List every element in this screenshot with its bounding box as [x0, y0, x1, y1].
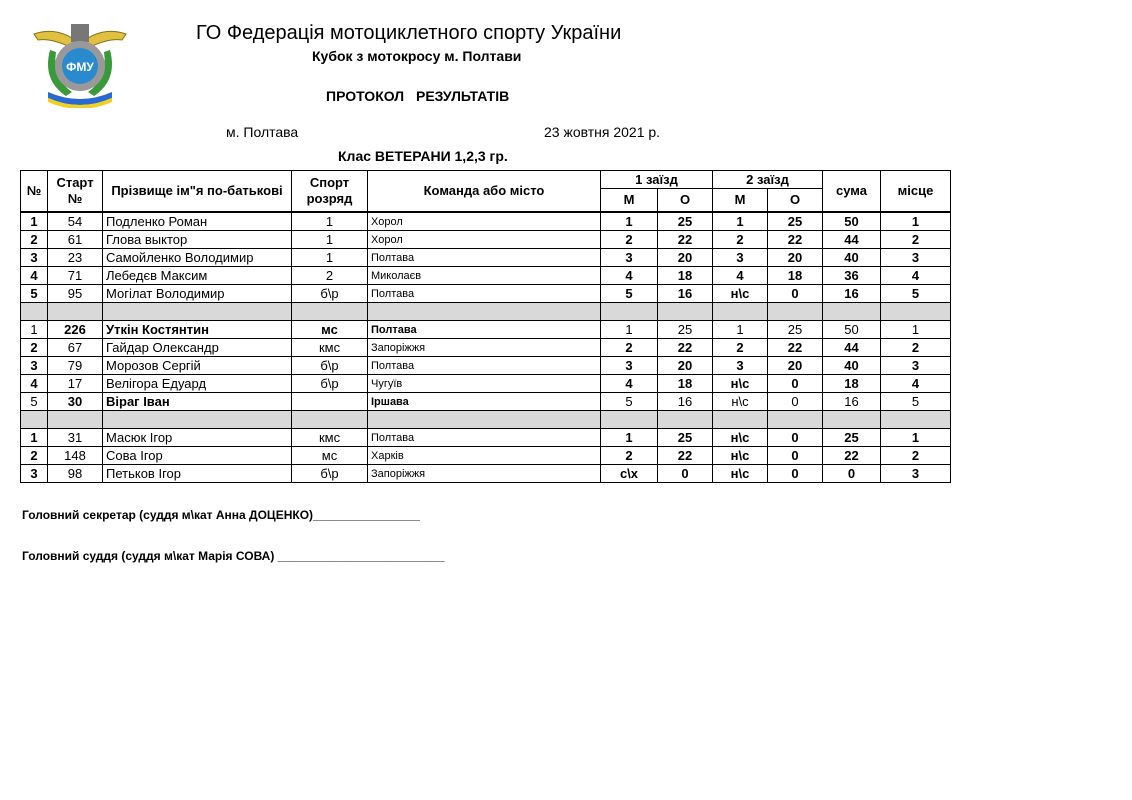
race2-points-cell: 0 [768, 447, 823, 465]
col-race2-place: М [713, 189, 768, 213]
race1-place-cell: 5 [601, 393, 658, 411]
race2-place-cell: 1 [713, 321, 768, 339]
final-place-cell: 1 [881, 321, 951, 339]
sum-cell: 50 [823, 321, 881, 339]
race1-points-cell: 22 [658, 231, 713, 249]
separator-cell [368, 411, 601, 429]
rider-name-cell: Сова Ігор [103, 447, 292, 465]
separator-cell [103, 303, 292, 321]
race2-points-cell: 0 [768, 465, 823, 483]
place-num-cell: 1 [21, 212, 48, 231]
rider-name-cell: Морозов Сергій [103, 357, 292, 375]
sport-rank-cell: мс [292, 447, 368, 465]
table-row [21, 212, 951, 231]
rider-name-cell: Віраг Іван [103, 393, 292, 411]
separator-cell [823, 411, 881, 429]
separator-cell [48, 411, 103, 429]
final-place-cell: 4 [881, 375, 951, 393]
team-cell: Запоріжжя [368, 465, 601, 483]
sum-cell: 36 [823, 267, 881, 285]
sport-rank-cell: б\р [292, 285, 368, 303]
place-num-cell: 1 [21, 321, 48, 339]
rider-name-cell: Гайдар Олександр [103, 339, 292, 357]
final-place-cell: 3 [881, 249, 951, 267]
sum-cell: 18 [823, 375, 881, 393]
separator-cell [768, 411, 823, 429]
sport-rank-cell: кмс [292, 429, 368, 447]
team-cell: Полтава [368, 357, 601, 375]
rider-name-cell: Могілат Володимир [103, 285, 292, 303]
race2-points-cell: 18 [768, 267, 823, 285]
start-num-cell: 31 [48, 429, 103, 447]
race1-points-cell: 16 [658, 285, 713, 303]
table-row [21, 393, 951, 411]
separator-cell [601, 303, 658, 321]
start-num-cell: 79 [48, 357, 103, 375]
col-race2: 2 заїзд [713, 171, 823, 189]
race1-place-cell: 4 [601, 375, 658, 393]
place-num-cell: 4 [21, 375, 48, 393]
race1-place-cell: с\х [601, 465, 658, 483]
team-cell: Хорол [368, 212, 601, 231]
col-team: Команда або місто [368, 171, 601, 213]
race1-place-cell: 3 [601, 249, 658, 267]
col-start: Старт № [48, 171, 103, 213]
table-row [21, 267, 951, 285]
separator-cell [103, 411, 292, 429]
race2-place-cell: н\с [713, 375, 768, 393]
team-cell: Миколаєв [368, 267, 601, 285]
protocol-title: ПРОТОКОЛ РЕЗУЛЬТАТІВ [326, 88, 510, 104]
team-cell: Полтава [368, 321, 601, 339]
rider-name-cell: Лебедєв Максим [103, 267, 292, 285]
sport-rank-cell: кмс [292, 339, 368, 357]
col-rank: Спорт розряд [292, 171, 368, 213]
race1-place-cell: 1 [601, 212, 658, 231]
sum-cell: 44 [823, 339, 881, 357]
race2-points-cell: 20 [768, 357, 823, 375]
sum-cell: 16 [823, 285, 881, 303]
race1-place-cell: 2 [601, 339, 658, 357]
table-row [21, 447, 951, 465]
separator-cell [292, 303, 368, 321]
judge-signature: Головний суддя (суддя м\кат Марія СОВА) _________________________ [22, 549, 445, 563]
start-num-cell: 98 [48, 465, 103, 483]
sum-cell: 16 [823, 393, 881, 411]
start-num-cell: 23 [48, 249, 103, 267]
race1-place-cell: 4 [601, 267, 658, 285]
federation-logo-icon [32, 20, 128, 108]
place-num-cell: 3 [21, 357, 48, 375]
sport-rank-cell: мс [292, 321, 368, 339]
col-name: Прізвище ім"я по-батькові [103, 171, 292, 213]
table-row [21, 231, 951, 249]
race1-place-cell: 1 [601, 321, 658, 339]
separator-cell [368, 303, 601, 321]
race1-place-cell: 1 [601, 429, 658, 447]
final-place-cell: 1 [881, 429, 951, 447]
race2-place-cell: 3 [713, 249, 768, 267]
race1-points-cell: 25 [658, 212, 713, 231]
race2-place-cell: 1 [713, 212, 768, 231]
col-race2-points: О [768, 189, 823, 213]
race2-place-cell: 2 [713, 339, 768, 357]
race2-place-cell: н\с [713, 447, 768, 465]
team-cell: Іршава [368, 393, 601, 411]
race1-place-cell: 5 [601, 285, 658, 303]
race1-points-cell: 25 [658, 321, 713, 339]
final-place-cell: 1 [881, 212, 951, 231]
place-num-cell: 4 [21, 267, 48, 285]
start-num-cell: 71 [48, 267, 103, 285]
event-date: 23 жовтня 2021 р. [544, 124, 661, 140]
col-num: № [21, 171, 48, 213]
separator-cell [292, 411, 368, 429]
cup-title: Кубок з мотокросу м. Полтави [312, 48, 522, 64]
final-place-cell: 4 [881, 267, 951, 285]
race2-place-cell: н\с [713, 465, 768, 483]
col-place: місце [881, 171, 951, 213]
col-race1-points: О [658, 189, 713, 213]
class-title: Клас ВЕТЕРАНИ 1,2,3 гр. [338, 148, 508, 164]
table-row [21, 465, 951, 483]
separator-cell [658, 411, 713, 429]
race2-points-cell: 0 [768, 285, 823, 303]
rider-name-cell: Самойленко Володимир [103, 249, 292, 267]
sum-cell: 50 [823, 212, 881, 231]
race1-points-cell: 22 [658, 339, 713, 357]
race2-points-cell: 22 [768, 231, 823, 249]
final-place-cell: 2 [881, 447, 951, 465]
race2-place-cell: н\с [713, 285, 768, 303]
start-num-cell: 67 [48, 339, 103, 357]
final-place-cell: 3 [881, 357, 951, 375]
separator-cell [601, 411, 658, 429]
race2-points-cell: 0 [768, 375, 823, 393]
race1-points-cell: 16 [658, 393, 713, 411]
team-cell: Чугуїв [368, 375, 601, 393]
table-row [21, 339, 951, 357]
secretary-signature: Головний секретар (суддя м\кат Анна ДОЦЕНКО)________________ [22, 508, 420, 522]
sport-rank-cell: 1 [292, 212, 368, 231]
race2-place-cell: 4 [713, 267, 768, 285]
sport-rank-cell: б\р [292, 375, 368, 393]
table-row [21, 429, 951, 447]
place-num-cell: 2 [21, 339, 48, 357]
rider-name-cell: Велігора Едуард [103, 375, 292, 393]
separator-cell [48, 303, 103, 321]
sport-rank-cell [292, 393, 368, 411]
col-sum: сума [823, 171, 881, 213]
final-place-cell: 3 [881, 465, 951, 483]
sum-cell: 0 [823, 465, 881, 483]
team-cell: Полтава [368, 249, 601, 267]
final-place-cell: 2 [881, 339, 951, 357]
race1-points-cell: 0 [658, 465, 713, 483]
race1-points-cell: 20 [658, 357, 713, 375]
sport-rank-cell: 1 [292, 249, 368, 267]
separator-cell [713, 303, 768, 321]
team-cell: Хорол [368, 231, 601, 249]
sum-cell: 44 [823, 231, 881, 249]
separator-row [21, 303, 951, 321]
start-num-cell: 30 [48, 393, 103, 411]
race1-points-cell: 18 [658, 267, 713, 285]
col-race1: 1 заїзд [601, 171, 713, 189]
place-num-cell: 2 [21, 231, 48, 249]
svg-text:ФМУ: ФМУ [66, 60, 94, 74]
race2-place-cell: н\с [713, 429, 768, 447]
table-row [21, 285, 951, 303]
separator-cell [658, 303, 713, 321]
place-num-cell: 5 [21, 285, 48, 303]
event-city: м. Полтава [226, 124, 299, 140]
race1-points-cell: 25 [658, 429, 713, 447]
place-num-cell: 3 [21, 249, 48, 267]
sport-rank-cell: 2 [292, 267, 368, 285]
rider-name-cell: Глова выктор [103, 231, 292, 249]
final-place-cell: 5 [881, 285, 951, 303]
start-num-cell: 226 [48, 321, 103, 339]
race2-points-cell: 0 [768, 429, 823, 447]
rider-name-cell: Масюк Ігор [103, 429, 292, 447]
race2-points-cell: 22 [768, 339, 823, 357]
separator-cell [881, 303, 951, 321]
start-num-cell: 95 [48, 285, 103, 303]
federation-title: ГО Федерація мотоциклетного спорту України [196, 22, 622, 44]
race1-place-cell: 2 [601, 231, 658, 249]
place-num-cell: 3 [21, 465, 48, 483]
race1-place-cell: 3 [601, 357, 658, 375]
team-cell: Полтава [368, 285, 601, 303]
separator-cell [21, 303, 48, 321]
race1-points-cell: 20 [658, 249, 713, 267]
separator-row [21, 411, 951, 429]
rider-name-cell: Подленко Роман [103, 212, 292, 231]
table-row [21, 321, 951, 339]
race2-points-cell: 25 [768, 212, 823, 231]
race2-place-cell: н\с [713, 393, 768, 411]
sum-cell: 40 [823, 357, 881, 375]
team-cell: Запоріжжя [368, 339, 601, 357]
team-cell: Полтава [368, 429, 601, 447]
table-row [21, 375, 951, 393]
sum-cell: 22 [823, 447, 881, 465]
start-num-cell: 54 [48, 212, 103, 231]
place-num-cell: 1 [21, 429, 48, 447]
sport-rank-cell: б\р [292, 465, 368, 483]
race2-points-cell: 0 [768, 393, 823, 411]
rider-name-cell: Петьков Ігор [103, 465, 292, 483]
start-num-cell: 148 [48, 447, 103, 465]
race1-place-cell: 2 [601, 447, 658, 465]
start-num-cell: 17 [48, 375, 103, 393]
race1-points-cell: 22 [658, 447, 713, 465]
sport-rank-cell: 1 [292, 231, 368, 249]
race1-points-cell: 18 [658, 375, 713, 393]
results-table [20, 170, 951, 483]
team-cell: Харків [368, 447, 601, 465]
race2-place-cell: 3 [713, 357, 768, 375]
race2-points-cell: 20 [768, 249, 823, 267]
separator-cell [713, 411, 768, 429]
separator-cell [823, 303, 881, 321]
separator-cell [881, 411, 951, 429]
place-num-cell: 2 [21, 447, 48, 465]
race2-place-cell: 2 [713, 231, 768, 249]
place-num-cell: 5 [21, 393, 48, 411]
race2-points-cell: 25 [768, 321, 823, 339]
final-place-cell: 5 [881, 393, 951, 411]
table-row [21, 249, 951, 267]
separator-cell [21, 411, 48, 429]
sport-rank-cell: б\р [292, 357, 368, 375]
final-place-cell: 2 [881, 231, 951, 249]
rider-name-cell: Уткін Костянтин [103, 321, 292, 339]
sum-cell: 25 [823, 429, 881, 447]
table-row [21, 357, 951, 375]
sum-cell: 40 [823, 249, 881, 267]
start-num-cell: 61 [48, 231, 103, 249]
col-race1-place: М [601, 189, 658, 213]
separator-cell [768, 303, 823, 321]
